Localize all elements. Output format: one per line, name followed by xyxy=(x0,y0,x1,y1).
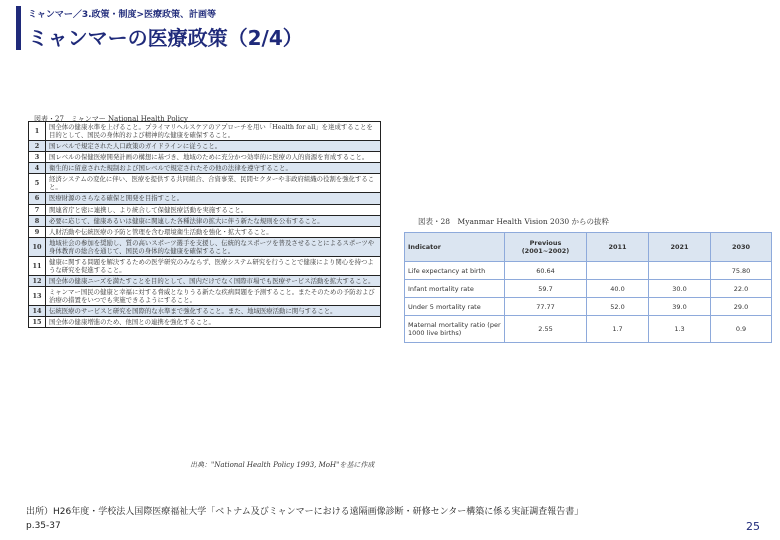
policy-text: 地域社会の参加を奨励し、質の高いスポーツ選手を支援し、伝統的なスポーツを普及させることによるスポーツや身体教育の総合を通じて、国民の身体的な健康を確保すること。 xyxy=(46,237,381,256)
vision-row xyxy=(405,298,772,316)
policy-text: 伝統医療のサービスと研究を国際的な水準まで強化すること。また、地域医療活動に関与すること。 xyxy=(46,306,381,317)
vision-row xyxy=(405,262,772,280)
policy-number: 15 xyxy=(29,317,46,328)
header-cell: 2011 xyxy=(587,233,649,262)
policy-text: 医療財源のさらなる確保と開発を目指すこと。 xyxy=(46,193,381,204)
policy-text: 国レベルで規定された人口政策のガイドラインに従うこと。 xyxy=(46,141,381,152)
indicator-name: Infant mortality rate xyxy=(405,280,505,298)
policy-number: 4 xyxy=(29,163,46,174)
policy-number: 8 xyxy=(29,215,46,226)
policy-text: 関連省庁と密に連携し、より統合して保健医療活動を実施すること。 xyxy=(46,204,381,215)
policy-text: 国全体の健康ニーズを満たすことを目的として、国内だけでなく国際市場でも医療サービス活動を拡大すること。 xyxy=(46,275,381,286)
policy-text: ミャンマー国民の健康と幸福に対する脅威となりうる新たな疾病問題を予測すること。またそのための予防および治療の措置をいつでも実施できるようにすること。 xyxy=(46,287,381,306)
policy-row xyxy=(29,306,381,317)
indicator-value: 75.80 xyxy=(711,262,772,280)
policy-row xyxy=(29,226,381,237)
policy-row xyxy=(29,237,381,256)
indicator-value: 1.7 xyxy=(587,316,649,343)
policy-number: 1 xyxy=(29,122,46,141)
indicator-value: 30.0 xyxy=(649,280,711,298)
policy-text: 衛生的に留意された規制および国レベルで規定されたその他の法律を遵守すること。 xyxy=(46,163,381,174)
policy-row xyxy=(29,193,381,204)
page-number: 25 xyxy=(746,520,760,533)
policy-text: 経済システムの変化に伴い、医療を提供する共同組合、合資事業、民間セクターや非政府組織の役割を強化すること。 xyxy=(46,174,381,193)
indicator-value: 1.3 xyxy=(649,316,711,343)
policy-row xyxy=(29,275,381,286)
policy-number: 12 xyxy=(29,275,46,286)
indicator-value xyxy=(587,262,649,280)
indicator-value: 22.0 xyxy=(711,280,772,298)
policy-row xyxy=(29,317,381,328)
policy-number: 6 xyxy=(29,193,46,204)
indicator-value: 40.0 xyxy=(587,280,649,298)
policy-row xyxy=(29,152,381,163)
policy-text: 国全体の健康水準を上げること。プライマリヘルスケアのアプローチを用い「Health for all」を達成することを目的として、国民の身体的および精神的な健康を確保すること。 xyxy=(46,122,381,141)
policy-number: 11 xyxy=(29,256,46,275)
policy-text: 国レベルの保健医療開発計画の構想に基づき、地域のために充分かつ効率的に医療の人的資源を育成すること。 xyxy=(46,152,381,163)
header-cell: Indicator xyxy=(405,233,505,262)
vision-row xyxy=(405,280,772,298)
vision-row xyxy=(405,316,772,343)
vision-table-caption: 図表・28 Myanmar Health Vision 2030 からの抜粋 xyxy=(418,217,610,226)
vision-table-header-row xyxy=(405,233,772,262)
policy-row xyxy=(29,163,381,174)
breadcrumb: ミャンマー／3.政策・制度>医療政策、計画等 xyxy=(28,10,217,20)
policy-number: 7 xyxy=(29,204,46,215)
policy-row xyxy=(29,141,381,152)
policy-row xyxy=(29,256,381,275)
policy-row xyxy=(29,204,381,215)
vision-table xyxy=(404,232,772,343)
policy-number: 5 xyxy=(29,174,46,193)
indicator-value: 52.0 xyxy=(587,298,649,316)
policy-number: 10 xyxy=(29,237,46,256)
policy-row xyxy=(29,122,381,141)
policy-text: 健康に関する問題を解決するための医学研究のみならず、医療システム研究を行うことで健康により関心を持つような研究を促進すること。 xyxy=(46,256,381,275)
indicator-value: 60.64 xyxy=(505,262,587,280)
policy-table xyxy=(28,121,381,328)
policy-row xyxy=(29,174,381,193)
indicator-value: 77.77 xyxy=(505,298,587,316)
indicator-value: 39.0 xyxy=(649,298,711,316)
policy-number: 14 xyxy=(29,306,46,317)
policy-text: 国全体の健康増進のため、他国との連携を強化すること。 xyxy=(46,317,381,328)
policy-table-caption: 図表・27 ミャンマー National Health Policy xyxy=(34,115,188,123)
indicator-value: 2.55 xyxy=(505,316,587,343)
indicator-value xyxy=(649,262,711,280)
policy-text: 人財活動や伝統医療の予防と管理を含む環境衛生活動を強化・拡大すること。 xyxy=(46,226,381,237)
policy-number: 3 xyxy=(29,152,46,163)
policy-number: 13 xyxy=(29,287,46,306)
header-cell: 2030 xyxy=(711,233,772,262)
indicator-name: Under 5 mortality rate xyxy=(405,298,505,316)
policy-table-source: 出典："National Health Policy 1993, MoH"を基に作成 xyxy=(190,461,375,469)
title-accent-bar xyxy=(16,6,21,50)
policy-number: 2 xyxy=(29,141,46,152)
policy-row xyxy=(29,215,381,226)
citation-pages: p.35-37 xyxy=(26,521,61,531)
page-title: ミャンマーの医療政策（2/4） xyxy=(28,26,303,50)
indicator-name: Maternal mortality ratio (per 1000 live births) xyxy=(405,316,505,343)
indicator-name: Life expectancy at birth xyxy=(405,262,505,280)
indicator-value: 0.9 xyxy=(711,316,772,343)
policy-number: 9 xyxy=(29,226,46,237)
policy-text: 必要に応じて、健康あるいは健康に関連した各種法律の拡大に伴う新たな規則を公布すること。 xyxy=(46,215,381,226)
citation: 出所）H26年度・学校法人国際医療福祉大学「ベトナム及びミャンマーにおける遠隔画像診断・研修センター構築に係る実証調査報告書」 xyxy=(26,507,584,517)
header-cell: Previous (2001~2002) xyxy=(505,233,587,262)
policy-row xyxy=(29,287,381,306)
indicator-value: 59.7 xyxy=(505,280,587,298)
header-cell: 2021 xyxy=(649,233,711,262)
indicator-value: 29.0 xyxy=(711,298,772,316)
